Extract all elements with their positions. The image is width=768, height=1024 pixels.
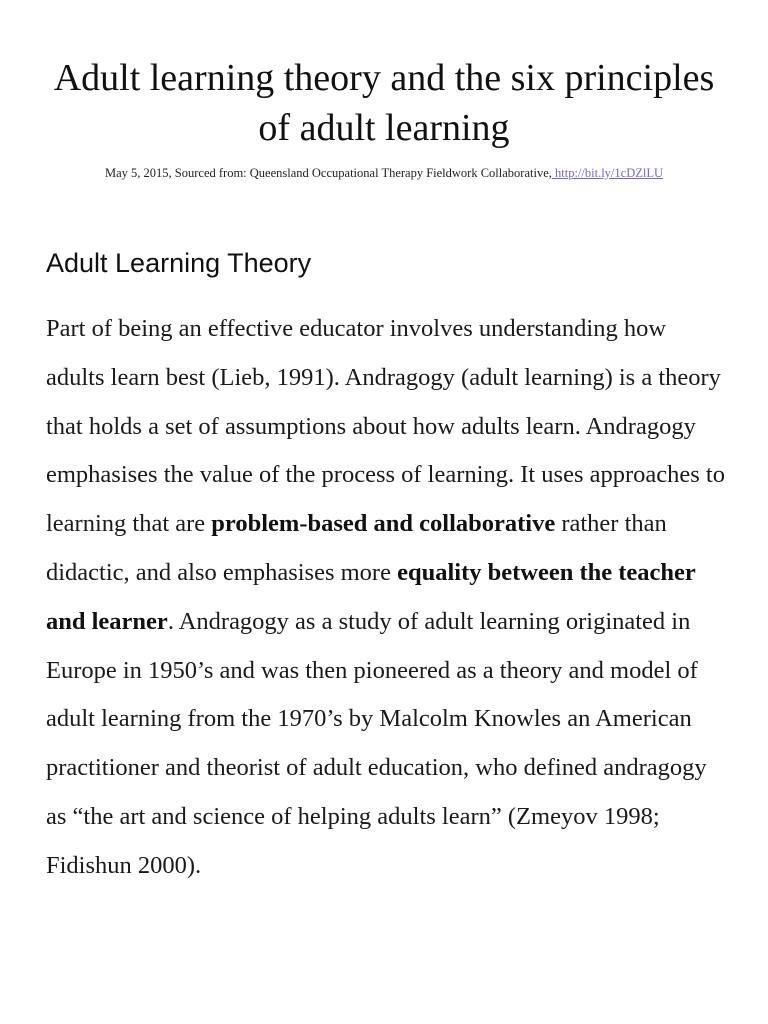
source-text: May 5, 2015, Sourced from: Queensland Occupational Therapy Fieldwork Collaborative, xyxy=(105,166,552,180)
source-link[interactable]: http://bit.ly/1cDZlLU xyxy=(551,166,663,180)
emphasis-equality: equality between the teacher and learner xyxy=(46,558,696,635)
section-heading: Adult Learning Theory xyxy=(46,248,312,278)
emphasis-problem-based: problem-based and collaborative xyxy=(211,510,556,538)
paragraph-text-1: Part of being an effective educator involves understanding how adults learn best (Lieb, 1991). Andragogy (adult learning) is a theory that holds a set of assumptions about how adults learn. Andragogy emphasises the value of the process of learning. It uses approaches to learning that are xyxy=(46,315,725,538)
source-line xyxy=(100,166,668,181)
body-paragraph xyxy=(46,305,730,891)
paragraph-text-2: rather than didactic, and also emphasises more xyxy=(46,510,667,586)
paragraph-text-3: . Andragogy as a study of adult learning originated in Europe in 1950’s and was then pioneered as a theory and model of adult learning from the 1970’s by Malcolm Knowles an American practitioner and theorist of adult education, who defined andragogy as “the art and science of helping adults learn” (Zmeyov 1998; Fidishun 2000). xyxy=(46,607,707,879)
document-title: Adult learning theory and the six principles of adult learning xyxy=(53,57,715,149)
